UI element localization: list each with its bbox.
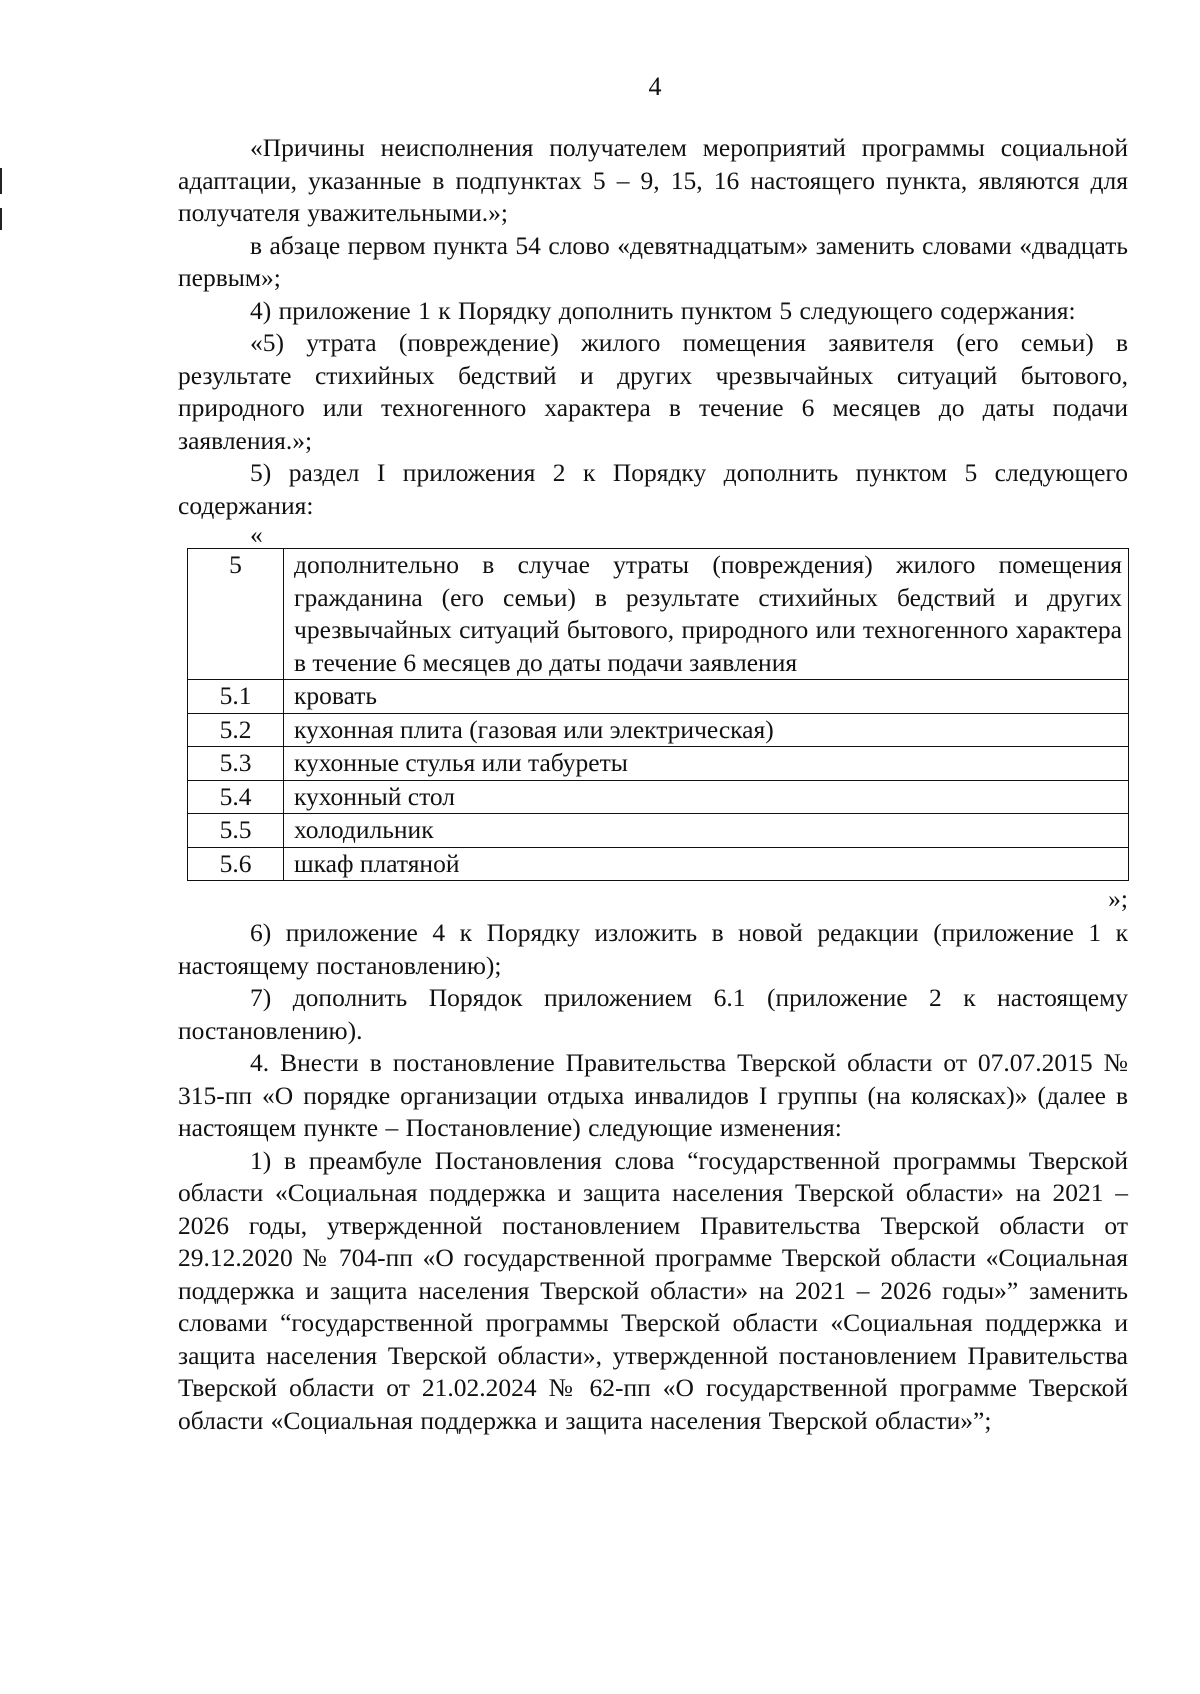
row-text: дополнительно в случае утраты (повреждения) жилого помещения гражданина (его семьи) в результате стихийных бедствий и других чрезвычайных ситуаций бытового, природного или техногенного характера в течение 6 месяцев до даты подачи заявления	[284, 549, 1129, 680]
row-number: 5.4	[188, 780, 284, 814]
items-table	[187, 548, 1129, 881]
table-row	[188, 713, 1129, 747]
table-row	[188, 549, 1129, 680]
row-text: кухонный стол	[284, 780, 1129, 814]
paragraph-item-5-quote: «5) утрата (повреждение) жилого помещения заявителя (его семьи) в результате стихийных бедствий и других чрезвычайных ситуаций бытового, природного или техногенного характера в течение 6 месяцев до даты подачи заявления.»;	[178, 328, 1128, 455]
row-number: 5.5	[188, 814, 284, 848]
row-text: шкаф платяной	[284, 847, 1129, 881]
row-text: кухонная плита (газовая или электрическая)	[284, 713, 1129, 747]
table-open-quote: «	[250, 520, 263, 549]
paragraph-reasons-quote: «Причины неисполнения получателем мероприятий программы социальной адаптации, указанные в подпунктах 5 – 9, 15, 16 настоящего пункта, являются для получателя уважительными.»;	[178, 133, 1128, 227]
table-row	[188, 814, 1129, 848]
scan-edge-mark	[0, 168, 2, 194]
table-row	[188, 747, 1129, 781]
row-text: кухонные стулья или табуреты	[284, 747, 1129, 781]
document-body	[178, 132, 1128, 1437]
row-text: кровать	[284, 680, 1129, 714]
row-number: 5	[188, 549, 284, 680]
paragraph-item-54-amendment: в абзаце первом пункта 54 слово «девятнадцатым» заменить словами «двадцать первым»;	[178, 230, 1128, 292]
paragraph-appendix-4-amendment: 6) приложение 4 к Порядку изложить в новой редакции (приложение 1 к настоящему постановлению);	[178, 918, 1128, 980]
table-close-quote: »;	[1108, 884, 1128, 913]
row-number: 5.2	[188, 713, 284, 747]
scan-edge-mark	[0, 208, 2, 230]
table-row	[188, 847, 1129, 881]
paragraph-preamble-amendment: 1) в преамбуле Постановления слова “государственной программы Тверской области «Социальная поддержка и защита населения Тверской области» на 2021 – 2026 годы, утвержденной постановлением Правительства Тверской области от 29.12.2020 № 704-пп «О государственной программе Тверской области «Социальная поддержка и защита населения Тверской области» на 2021 – 2026 годы»” заменить словами “государственной программы Тверской области «Социальная поддержка и защита населения Тверской области», утвержденной постановлением Правительства Тверской области от 21.02.2024 № 62-пп «О государственной программе Тверской области «Социальная поддержка и защита населения Тверской области»”;	[178, 1145, 1128, 1435]
row-text: холодильник	[284, 814, 1129, 848]
paragraph-section-4: 4. Внести в постановление Правительства Тверской области от 07.07.2015 № 315-пп «О порядке организации отдыха инвалидов I группы (на колясках)» (далее в настоящем пункте – Постановление) следующие изменения:	[178, 1048, 1128, 1142]
paragraph-appendix-6-1-amendment: 7) дополнить Порядок приложением 6.1 (приложение 2 к настоящему постановлению).	[178, 983, 1128, 1045]
page-number: 4	[648, 72, 662, 101]
paragraph-appendix-2-amendment: 5) раздел I приложения 2 к Порядку дополнить пунктом 5 следующего содержания:	[178, 458, 1128, 520]
table-row	[188, 780, 1129, 814]
table-row	[188, 680, 1129, 714]
row-number: 5.3	[188, 747, 284, 781]
paragraph-appendix-1-amendment: 4) приложение 1 к Порядку дополнить пунктом 5 следующего содержания:	[250, 295, 1076, 325]
row-number: 5.1	[188, 680, 284, 714]
row-number: 5.6	[188, 847, 284, 881]
